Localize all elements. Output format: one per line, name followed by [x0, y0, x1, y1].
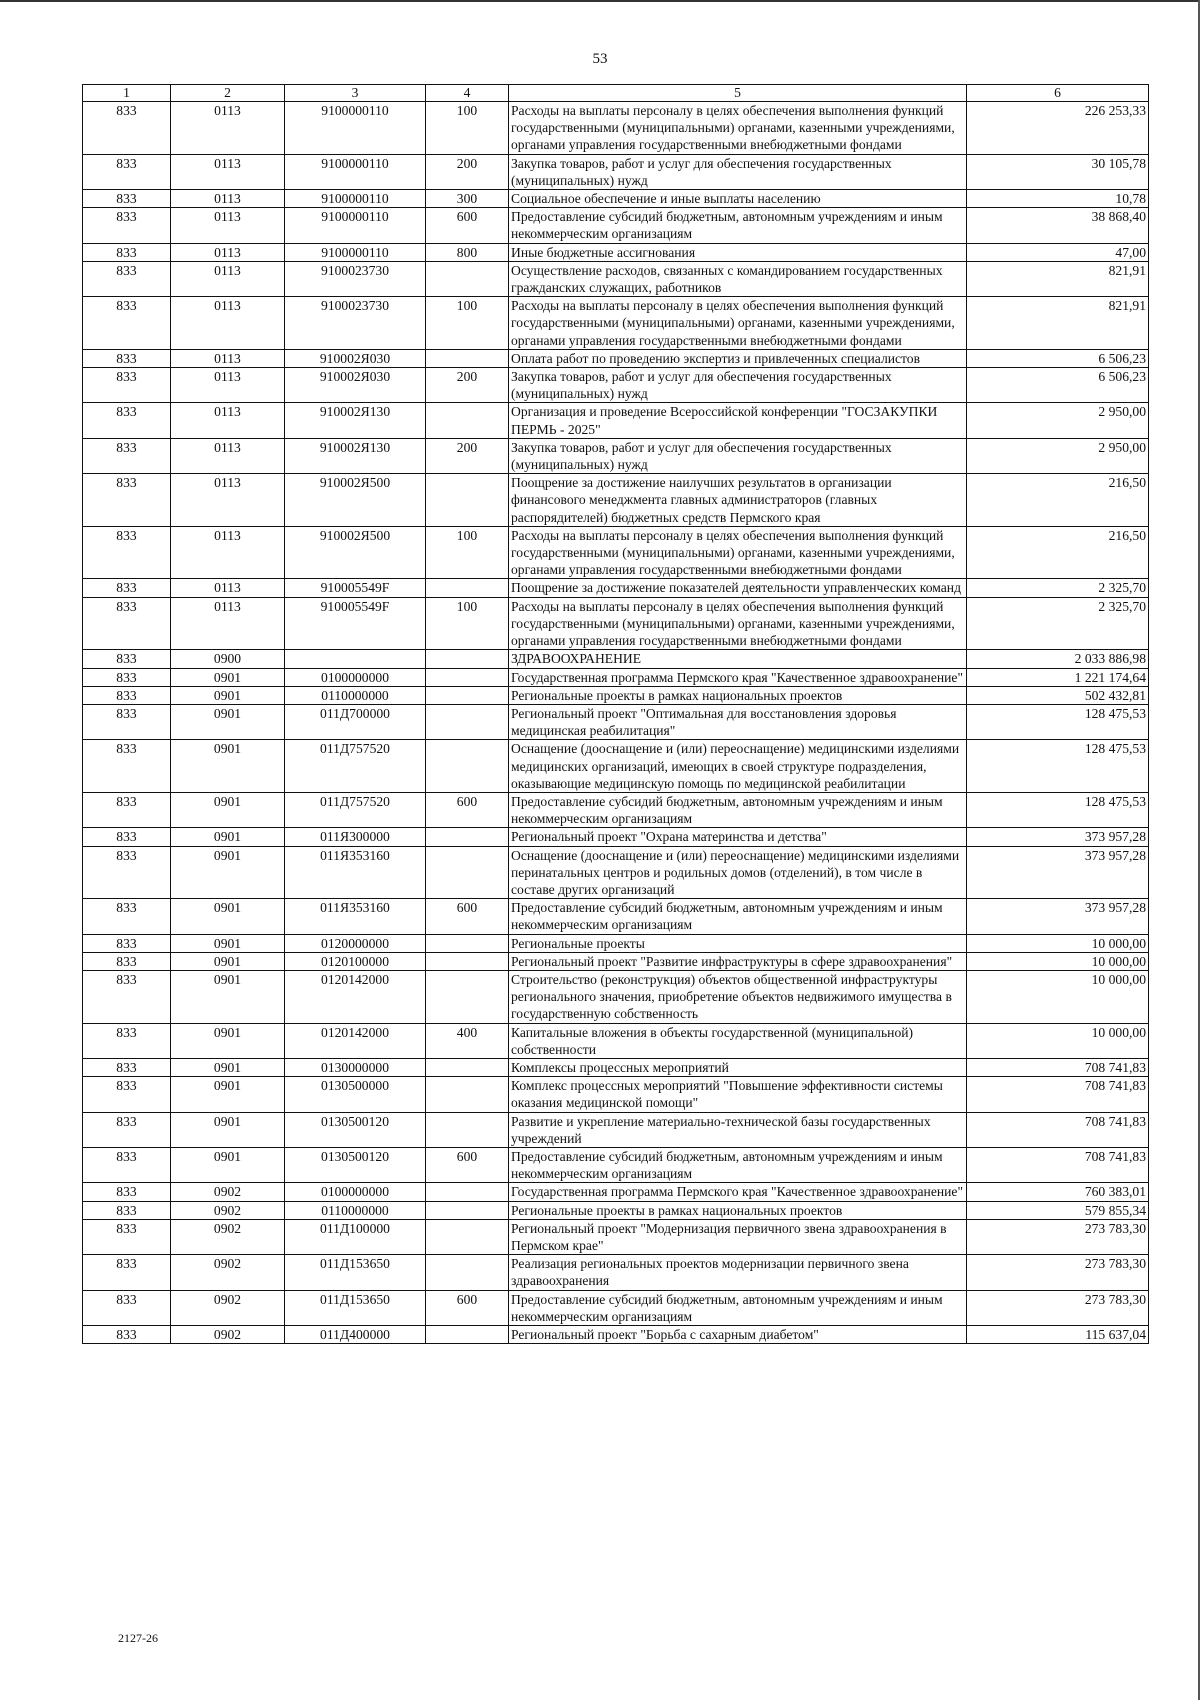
cell-expense-type — [426, 828, 509, 846]
cell-ministry-code: 833 — [83, 438, 171, 473]
cell-amount: 579 855,34 — [967, 1201, 1149, 1219]
cell-description: Закупка товаров, работ и услуг для обеспечения государственных (муниципальных) нужд — [509, 154, 967, 189]
table-row — [83, 1255, 1149, 1290]
cell-target-article: 0130500120 — [285, 1147, 426, 1182]
cell-description: Предоставление субсидий бюджетным, автономным учреждениям и иным некоммерческим организациям — [509, 208, 967, 243]
table-row — [83, 668, 1149, 686]
cell-ministry-code: 833 — [83, 828, 171, 846]
table-body — [83, 102, 1149, 1344]
table-row — [83, 597, 1149, 650]
cell-description: Оплата работ по проведению экспертиз и привлеченных специалистов — [509, 349, 967, 367]
cell-target-article: 011Д700000 — [285, 704, 426, 739]
cell-ministry-code: 833 — [83, 243, 171, 261]
table-row — [83, 154, 1149, 189]
cell-ministry-code: 833 — [83, 1112, 171, 1147]
cell-target-article: 9100023730 — [285, 297, 426, 350]
cell-section-code: 0902 — [171, 1183, 285, 1201]
cell-section-code: 0901 — [171, 740, 285, 793]
table-header — [83, 85, 1149, 102]
table-row — [83, 438, 1149, 473]
cell-expense-type — [426, 1255, 509, 1290]
cell-target-article: 910002Я500 — [285, 474, 426, 527]
cell-expense-type: 600 — [426, 208, 509, 243]
cell-target-article: 011Д757520 — [285, 740, 426, 793]
cell-ministry-code: 833 — [83, 846, 171, 899]
cell-description: Региональные проекты — [509, 934, 967, 952]
cell-description: Предоставление субсидий бюджетным, автономным учреждениям и иным некоммерческим организациям — [509, 1147, 967, 1182]
table-row — [83, 740, 1149, 793]
cell-description: Расходы на выплаты персоналу в целях обеспечения выполнения функций государственными (муниципальными) органами, казенными учреждениями, органами управления государственными внебюджетными фондами — [509, 597, 967, 650]
cell-ministry-code: 833 — [83, 934, 171, 952]
cell-description: Организация и проведение Всероссийской конференции "ГОСЗАКУПКИ ПЕРМЬ - 2025" — [509, 403, 967, 438]
cell-expense-type — [426, 740, 509, 793]
cell-amount: 373 957,28 — [967, 828, 1149, 846]
scan-top-edge — [0, 0, 1200, 2]
cell-amount: 1 221 174,64 — [967, 668, 1149, 686]
table-row — [83, 686, 1149, 704]
cell-description: Предоставление субсидий бюджетным, автономным учреждениям и иным некоммерческим организациям — [509, 1290, 967, 1325]
table-row — [83, 792, 1149, 827]
cell-ministry-code: 833 — [83, 740, 171, 793]
cell-target-article: 0100000000 — [285, 1183, 426, 1201]
cell-expense-type — [426, 952, 509, 970]
cell-expense-type: 100 — [426, 102, 509, 155]
cell-section-code: 0902 — [171, 1255, 285, 1290]
cell-expense-type — [426, 1183, 509, 1201]
cell-expense-type: 600 — [426, 1290, 509, 1325]
cell-target-article: 910002Я130 — [285, 438, 426, 473]
cell-amount: 10,78 — [967, 190, 1149, 208]
header-row — [83, 85, 1149, 102]
table-row — [83, 579, 1149, 597]
cell-description: Развитие и укрепление материально-технической базы государственных учреждений — [509, 1112, 967, 1147]
cell-amount: 128 475,53 — [967, 740, 1149, 793]
cell-expense-type: 200 — [426, 154, 509, 189]
cell-target-article: 011Я300000 — [285, 828, 426, 846]
cell-ministry-code: 833 — [83, 102, 171, 155]
cell-section-code: 0113 — [171, 526, 285, 579]
cell-target-article: 9100000110 — [285, 208, 426, 243]
cell-section-code: 0113 — [171, 474, 285, 527]
column-header: 2 — [171, 85, 285, 102]
cell-amount: 10 000,00 — [967, 1023, 1149, 1058]
column-header: 3 — [285, 85, 426, 102]
cell-expense-type: 600 — [426, 899, 509, 934]
cell-section-code: 0902 — [171, 1326, 285, 1344]
cell-ministry-code: 833 — [83, 154, 171, 189]
cell-target-article: 9100000110 — [285, 102, 426, 155]
cell-section-code: 0113 — [171, 403, 285, 438]
cell-ministry-code: 833 — [83, 474, 171, 527]
cell-ministry-code: 833 — [83, 349, 171, 367]
cell-description: Строительство (реконструкция) объектов общественной инфраструктуры регионального значения, приобретение объектов недвижимого имущества в государственную собственность — [509, 970, 967, 1023]
cell-expense-type — [426, 1112, 509, 1147]
cell-ministry-code: 833 — [83, 952, 171, 970]
cell-description: Региональный проект "Борьба с сахарным диабетом" — [509, 1326, 967, 1344]
cell-target-article: 9100000110 — [285, 190, 426, 208]
table-row — [83, 208, 1149, 243]
cell-expense-type: 600 — [426, 1147, 509, 1182]
cell-target-article: 0110000000 — [285, 1201, 426, 1219]
column-header: 1 — [83, 85, 171, 102]
cell-expense-type — [426, 1326, 509, 1344]
cell-amount: 6 506,23 — [967, 368, 1149, 403]
cell-expense-type: 100 — [426, 597, 509, 650]
cell-ministry-code: 833 — [83, 668, 171, 686]
cell-section-code: 0900 — [171, 650, 285, 668]
cell-target-article: 910002Я030 — [285, 349, 426, 367]
cell-description: Расходы на выплаты персоналу в целях обеспечения выполнения функций государственными (муниципальными) органами, казенными учреждениями, органами управления государственными внебюджетными фондами — [509, 102, 967, 155]
table-row — [83, 403, 1149, 438]
table-row — [83, 297, 1149, 350]
cell-ministry-code: 833 — [83, 704, 171, 739]
cell-description: ЗДРАВООХРАНЕНИЕ — [509, 650, 967, 668]
cell-expense-type — [426, 579, 509, 597]
cell-target-article: 0100000000 — [285, 668, 426, 686]
cell-target-article: 011Д153650 — [285, 1255, 426, 1290]
cell-ministry-code: 833 — [83, 403, 171, 438]
cell-ministry-code: 833 — [83, 792, 171, 827]
cell-amount: 30 105,78 — [967, 154, 1149, 189]
cell-section-code: 0113 — [171, 243, 285, 261]
cell-amount: 128 475,53 — [967, 704, 1149, 739]
table-row — [83, 102, 1149, 155]
cell-section-code: 0901 — [171, 704, 285, 739]
cell-section-code: 0901 — [171, 934, 285, 952]
cell-amount: 6 506,23 — [967, 349, 1149, 367]
cell-amount: 38 868,40 — [967, 208, 1149, 243]
cell-amount: 216,50 — [967, 526, 1149, 579]
cell-ministry-code: 833 — [83, 1077, 171, 1112]
cell-amount: 273 783,30 — [967, 1255, 1149, 1290]
cell-target-article: 9100000110 — [285, 243, 426, 261]
cell-expense-type: 100 — [426, 526, 509, 579]
cell-section-code: 0901 — [171, 686, 285, 704]
table-row — [83, 1326, 1149, 1344]
table-row — [83, 243, 1149, 261]
cell-section-code: 0113 — [171, 597, 285, 650]
budget-table — [82, 84, 1149, 1344]
cell-description: Иные бюджетные ассигнования — [509, 243, 967, 261]
cell-amount: 708 741,83 — [967, 1147, 1149, 1182]
cell-ministry-code: 833 — [83, 1023, 171, 1058]
cell-description: Комплексы процессных мероприятий — [509, 1058, 967, 1076]
cell-ministry-code: 833 — [83, 297, 171, 350]
cell-amount: 273 783,30 — [967, 1219, 1149, 1254]
cell-amount: 2 325,70 — [967, 579, 1149, 597]
cell-description: Осуществление расходов, связанных с командированием государственных гражданских служащих, работников — [509, 261, 967, 296]
cell-amount: 47,00 — [967, 243, 1149, 261]
cell-expense-type: 600 — [426, 792, 509, 827]
cell-expense-type — [426, 970, 509, 1023]
cell-ministry-code: 833 — [83, 1326, 171, 1344]
cell-expense-type — [426, 686, 509, 704]
cell-ministry-code: 833 — [83, 368, 171, 403]
cell-target-article: 0130500120 — [285, 1112, 426, 1147]
table-row — [83, 474, 1149, 527]
page-number: 53 — [592, 51, 608, 67]
cell-amount: 2 950,00 — [967, 403, 1149, 438]
cell-target-article: 011Д400000 — [285, 1326, 426, 1344]
cell-expense-type — [426, 1077, 509, 1112]
cell-expense-type — [426, 349, 509, 367]
cell-ministry-code: 833 — [83, 650, 171, 668]
cell-amount: 760 383,01 — [967, 1183, 1149, 1201]
document-code: 2127-26 — [118, 1631, 158, 1645]
table-row — [83, 1290, 1149, 1325]
cell-ministry-code: 833 — [83, 526, 171, 579]
cell-ministry-code: 833 — [83, 1201, 171, 1219]
cell-expense-type — [426, 403, 509, 438]
cell-target-article: 011Д153650 — [285, 1290, 426, 1325]
cell-target-article: 910002Я130 — [285, 403, 426, 438]
cell-amount: 708 741,83 — [967, 1077, 1149, 1112]
cell-description: Капитальные вложения в объекты государственной (муниципальной) собственности — [509, 1023, 967, 1058]
column-header: 6 — [967, 85, 1149, 102]
cell-ministry-code: 833 — [83, 261, 171, 296]
cell-description: Оснащение (дооснащение и (или) переоснащение) медицинскими изделиями медицинских организаций, имеющих в своей структуре подразделения, оказывающие медицинскую помощь по медицинской реабилитации — [509, 740, 967, 793]
cell-section-code: 0901 — [171, 899, 285, 934]
cell-description: Государственная программа Пермского края "Качественное здравоохранение" — [509, 1183, 967, 1201]
cell-description: Комплекс процессных мероприятий "Повышение эффективности системы оказания медицинской помощи" — [509, 1077, 967, 1112]
cell-expense-type: 300 — [426, 190, 509, 208]
cell-amount: 502 432,81 — [967, 686, 1149, 704]
cell-ministry-code: 833 — [83, 1219, 171, 1254]
cell-description: Закупка товаров, работ и услуг для обеспечения государственных (муниципальных) нужд — [509, 438, 967, 473]
cell-target-article: 011Д757520 — [285, 792, 426, 827]
cell-description: Реализация региональных проектов модернизации первичного звена здравоохранения — [509, 1255, 967, 1290]
cell-description: Поощрение за достижение наилучших результатов в организации финансового менеджмента главных администраторов (главных распорядителей) бюджетных средств Пермского края — [509, 474, 967, 527]
cell-amount: 373 957,28 — [967, 846, 1149, 899]
cell-expense-type — [426, 704, 509, 739]
cell-ministry-code: 833 — [83, 579, 171, 597]
cell-expense-type — [426, 668, 509, 686]
cell-expense-type: 100 — [426, 297, 509, 350]
cell-target-article: 011Я353160 — [285, 846, 426, 899]
cell-section-code: 0113 — [171, 154, 285, 189]
cell-section-code: 0113 — [171, 190, 285, 208]
cell-target-article: 011Д100000 — [285, 1219, 426, 1254]
table-row — [83, 1077, 1149, 1112]
cell-target-article: 910002Я500 — [285, 526, 426, 579]
cell-target-article: 9100023730 — [285, 261, 426, 296]
cell-ministry-code: 833 — [83, 597, 171, 650]
cell-amount: 2 033 886,98 — [967, 650, 1149, 668]
cell-section-code: 0901 — [171, 1147, 285, 1182]
cell-description: Социальное обеспечение и иные выплаты населению — [509, 190, 967, 208]
cell-section-code: 0113 — [171, 102, 285, 155]
cell-amount: 273 783,30 — [967, 1290, 1149, 1325]
table-row — [83, 349, 1149, 367]
cell-section-code: 0902 — [171, 1219, 285, 1254]
table-row — [83, 828, 1149, 846]
cell-description: Предоставление субсидий бюджетным, автономным учреждениям и иным некоммерческим организациям — [509, 792, 967, 827]
cell-expense-type: 400 — [426, 1023, 509, 1058]
cell-expense-type — [426, 846, 509, 899]
cell-amount: 821,91 — [967, 261, 1149, 296]
cell-amount: 373 957,28 — [967, 899, 1149, 934]
cell-section-code: 0901 — [171, 952, 285, 970]
cell-section-code: 0901 — [171, 846, 285, 899]
cell-expense-type: 800 — [426, 243, 509, 261]
column-header: 5 — [509, 85, 967, 102]
column-header: 4 — [426, 85, 509, 102]
cell-target-article: 0110000000 — [285, 686, 426, 704]
cell-ministry-code: 833 — [83, 190, 171, 208]
cell-target-article — [285, 650, 426, 668]
table-row — [83, 704, 1149, 739]
cell-description: Региональные проекты в рамках национальных проектов — [509, 1201, 967, 1219]
cell-expense-type — [426, 934, 509, 952]
cell-description: Региональный проект "Развитие инфраструктуры в сфере здравоохранения" — [509, 952, 967, 970]
table-row — [83, 1058, 1149, 1076]
cell-target-article: 910002Я030 — [285, 368, 426, 403]
cell-expense-type — [426, 261, 509, 296]
cell-target-article: 9100000110 — [285, 154, 426, 189]
cell-description: Региональный проект "Охрана материнства и детства" — [509, 828, 967, 846]
cell-description: Государственная программа Пермского края "Качественное здравоохранение" — [509, 668, 967, 686]
cell-expense-type: 200 — [426, 438, 509, 473]
cell-section-code: 0113 — [171, 579, 285, 597]
cell-section-code: 0901 — [171, 1077, 285, 1112]
table-row — [83, 899, 1149, 934]
table-row — [83, 846, 1149, 899]
cell-section-code: 0113 — [171, 368, 285, 403]
cell-section-code: 0901 — [171, 828, 285, 846]
cell-amount: 708 741,83 — [967, 1112, 1149, 1147]
cell-amount: 216,50 — [967, 474, 1149, 527]
cell-description: Предоставление субсидий бюджетным, автономным учреждениям и иным некоммерческим организациям — [509, 899, 967, 934]
cell-expense-type — [426, 474, 509, 527]
cell-ministry-code: 833 — [83, 1147, 171, 1182]
cell-ministry-code: 833 — [83, 1255, 171, 1290]
cell-description: Расходы на выплаты персоналу в целях обеспечения выполнения функций государственными (муниципальными) органами, казенными учреждениями, органами управления государственными внебюджетными фондами — [509, 297, 967, 350]
cell-description: Региональные проекты в рамках национальных проектов — [509, 686, 967, 704]
cell-ministry-code: 833 — [83, 1290, 171, 1325]
cell-description: Оснащение (дооснащение и (или) переоснащение) медицинскими изделиями перинатальных центров и родильных домов (отделений), в том числе в составе других организаций — [509, 846, 967, 899]
cell-section-code: 0113 — [171, 349, 285, 367]
cell-target-article: 910005549F — [285, 597, 426, 650]
cell-section-code: 0902 — [171, 1290, 285, 1325]
table-row — [83, 934, 1149, 952]
cell-amount: 821,91 — [967, 297, 1149, 350]
cell-section-code: 0113 — [171, 438, 285, 473]
cell-amount: 128 475,53 — [967, 792, 1149, 827]
cell-target-article: 910005549F — [285, 579, 426, 597]
cell-target-article: 0120142000 — [285, 970, 426, 1023]
table-row — [83, 190, 1149, 208]
cell-amount: 2 950,00 — [967, 438, 1149, 473]
cell-target-article: 0130500000 — [285, 1077, 426, 1112]
table-row — [83, 1201, 1149, 1219]
cell-target-article: 0120000000 — [285, 934, 426, 952]
cell-expense-type — [426, 1058, 509, 1076]
cell-section-code: 0113 — [171, 261, 285, 296]
cell-target-article: 0130000000 — [285, 1058, 426, 1076]
table-row — [83, 526, 1149, 579]
cell-description: Закупка товаров, работ и услуг для обеспечения государственных (муниципальных) нужд — [509, 368, 967, 403]
cell-description: Поощрение за достижение показателей деятельности управленческих команд — [509, 579, 967, 597]
cell-section-code: 0901 — [171, 1112, 285, 1147]
table-row — [83, 1112, 1149, 1147]
cell-section-code: 0113 — [171, 208, 285, 243]
cell-section-code: 0902 — [171, 1201, 285, 1219]
cell-amount: 708 741,83 — [967, 1058, 1149, 1076]
cell-ministry-code: 833 — [83, 208, 171, 243]
cell-description: Региональный проект "Модернизация первичного звена здравоохранения в Пермском крае" — [509, 1219, 967, 1254]
cell-amount: 10 000,00 — [967, 934, 1149, 952]
cell-section-code: 0901 — [171, 1058, 285, 1076]
cell-description: Расходы на выплаты персоналу в целях обеспечения выполнения функций государственными (муниципальными) органами, казенными учреждениями, органами управления государственными внебюджетными фондами — [509, 526, 967, 579]
cell-target-article: 0120142000 — [285, 1023, 426, 1058]
cell-section-code: 0901 — [171, 1023, 285, 1058]
cell-amount: 115 637,04 — [967, 1326, 1149, 1344]
cell-target-article: 011Я353160 — [285, 899, 426, 934]
cell-section-code: 0901 — [171, 792, 285, 827]
cell-ministry-code: 833 — [83, 1058, 171, 1076]
table-row — [83, 1183, 1149, 1201]
table-row — [83, 261, 1149, 296]
table-row — [83, 952, 1149, 970]
cell-amount: 10 000,00 — [967, 970, 1149, 1023]
table-row — [83, 650, 1149, 668]
cell-expense-type — [426, 1201, 509, 1219]
cell-ministry-code: 833 — [83, 1183, 171, 1201]
table-row — [83, 1023, 1149, 1058]
cell-expense-type — [426, 1219, 509, 1254]
cell-ministry-code: 833 — [83, 686, 171, 704]
cell-target-article: 0120100000 — [285, 952, 426, 970]
table-row — [83, 1219, 1149, 1254]
cell-amount: 226 253,33 — [967, 102, 1149, 155]
cell-expense-type — [426, 650, 509, 668]
cell-expense-type: 200 — [426, 368, 509, 403]
cell-ministry-code: 833 — [83, 899, 171, 934]
cell-description: Региональный проект "Оптимальная для восстановления здоровья медицинская реабилитация" — [509, 704, 967, 739]
cell-section-code: 0113 — [171, 297, 285, 350]
cell-amount: 10 000,00 — [967, 952, 1149, 970]
table-row — [83, 1147, 1149, 1182]
table-row — [83, 368, 1149, 403]
cell-ministry-code: 833 — [83, 970, 171, 1023]
cell-section-code: 0901 — [171, 970, 285, 1023]
cell-amount: 2 325,70 — [967, 597, 1149, 650]
table-row — [83, 970, 1149, 1023]
cell-section-code: 0901 — [171, 668, 285, 686]
